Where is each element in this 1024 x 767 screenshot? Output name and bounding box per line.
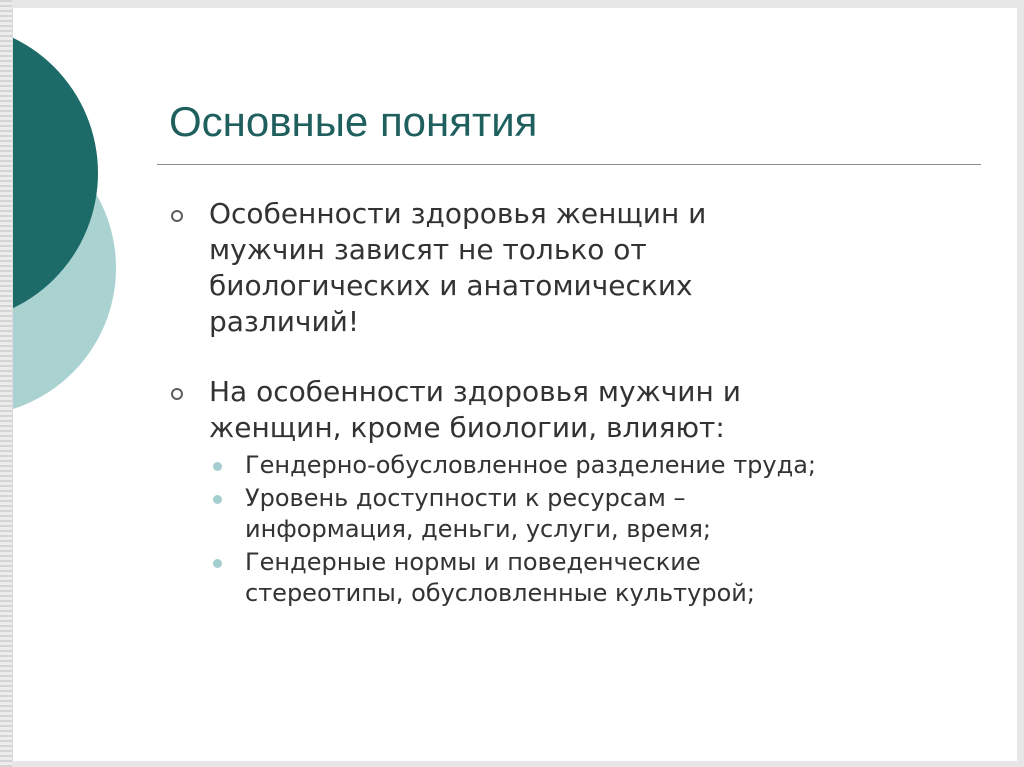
sub-bullet-line: Уровень доступности к ресурсам – [245, 484, 686, 512]
slide-edge-strip [0, 0, 12, 767]
sub-bullet-line: Гендерно-обусловленное разделение труда; [245, 451, 816, 479]
hollow-circle-icon [171, 388, 183, 400]
page-title: Основные понятия [169, 98, 538, 145]
bullet-line: различий! [209, 305, 360, 338]
title-divider [157, 164, 981, 165]
slide [12, 8, 1017, 761]
sub-bullet-line: информация, деньги, услуги, время; [245, 515, 712, 543]
hollow-circle-icon [171, 210, 183, 222]
bullet-item [169, 196, 969, 340]
filled-circle-icon [213, 462, 222, 471]
bullet-line: На особенности здоровья мужчин и [209, 375, 741, 408]
decorative-circles [13, 8, 153, 761]
sub-bullet-item [209, 483, 969, 545]
sub-bullet-line: стереотипы, обусловленные культурой; [245, 579, 755, 607]
filled-circle-icon [213, 559, 222, 568]
slide-content [169, 196, 969, 611]
sub-bullet-item [209, 547, 969, 609]
bullet-line: Особенности здоровья женщин и [209, 197, 707, 230]
filled-circle-icon [213, 495, 222, 504]
bullet-line: мужчин зависят не только от [209, 233, 647, 266]
sub-bullet-item [209, 450, 969, 481]
sub-bullet-list [169, 450, 969, 609]
bullet-item [169, 374, 969, 446]
bullet-line: биологических и анатомических [209, 269, 693, 302]
sub-bullet-line: Гендерные нормы и поведенческие [245, 548, 701, 576]
bullet-line: женщин, кроме биологии, влияют: [209, 411, 725, 444]
